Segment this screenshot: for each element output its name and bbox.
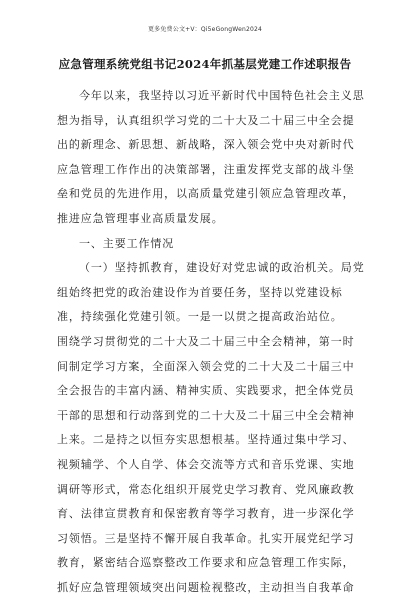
paragraph-line: 间制定学习方案，全面深入领会党的二十大及二十届三中 — [57, 359, 355, 373]
paragraph-line: 垒和党员的先进作用，以高质量党建引领应急管理改革， — [57, 187, 355, 201]
paragraph-line: 应急管理工作作出的决策部署，注重发挥党支部的战斗堡 — [57, 162, 355, 176]
paragraph-line: 干部的思想和行动落到党的二十大及二十届三中全会精神 — [57, 408, 355, 422]
section-heading: 一、主要工作情况 — [79, 236, 175, 250]
paragraph-line: 围绕学习贯彻党的二十大及二十届三中全会精神，第一时 — [57, 334, 355, 348]
paragraph-line: 教育，紧密结合巡察整改工作要求和应急管理工作实际， — [57, 556, 355, 570]
paragraph-line: 抓好应急管理领域突出问题检视整改，主动担当自我革命 — [57, 580, 355, 594]
paragraph-line: （一）坚持抓教育，建设好对党忠诚的政治机关。局党 — [79, 261, 365, 275]
document-title: 应急管理系统党组书记2024年抓基层党建工作述职报告 — [58, 57, 352, 71]
paragraph-line: 出的新理念、新思想、新战略，深入领会党中央对新时代 — [57, 138, 355, 152]
paragraph-line: 准，持续强化党建引领。一是一以贯之提高政治站位。 — [57, 310, 343, 324]
document-body — [57, 84, 365, 600]
paragraph-line: 全会报告的丰富内涵、精神实质、实践要求，把全体党员 — [57, 384, 355, 398]
paragraph-line: 视频辅学、个人自学、体会交流等方式和音乐党课、实地 — [57, 457, 355, 471]
paragraph-line: 推进应急管理事业高质量发展。 — [57, 211, 224, 225]
paragraph-line: 想为指导，认真组织学习党的二十大及二十届三中全会提 — [57, 113, 355, 127]
paragraph-line: 习领悟。三是坚持不懈开展自我革命。扎实开展党纪学习 — [57, 531, 355, 545]
paragraph-line: 调研等形式，常态化组织开展党史学习教育、党风廉政教 — [57, 482, 355, 496]
paragraph-line: 组始终把党的政治建设作为首要任务，坚持以党建设标 — [57, 285, 343, 299]
paragraph-line: 今年以来，我坚持以习近平新时代中国特色社会主义思 — [79, 89, 365, 102]
header-note: 更多免费公文+V：Qi5eGongWen2024 — [147, 26, 263, 33]
paragraph-line: 育、法律宣贯教育和保密教育等学习教育，进一步深化学 — [57, 507, 355, 521]
paragraph-line: 上来。二是持之以恒夯实思想根基。坚持通过集中学习、 — [57, 433, 355, 447]
